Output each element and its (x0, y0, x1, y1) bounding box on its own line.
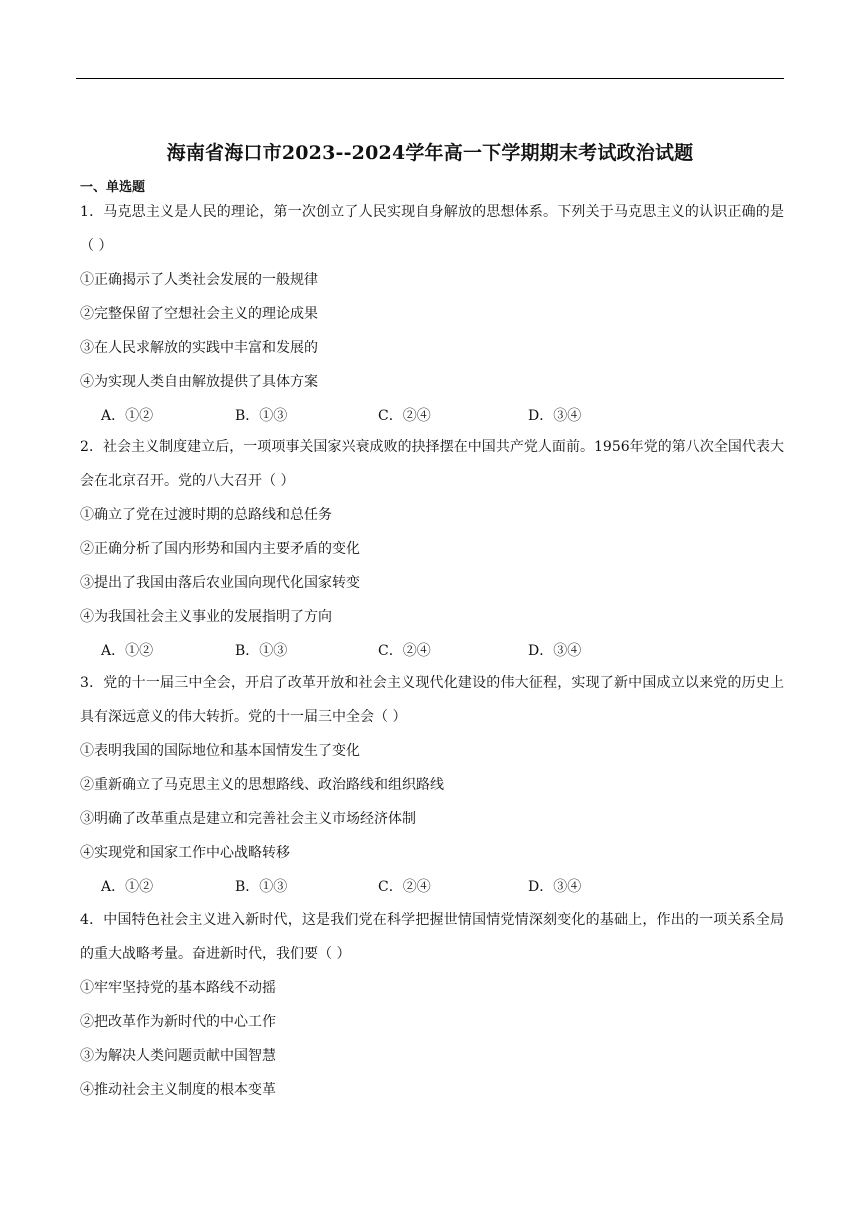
choice-d: D．③④ (528, 879, 582, 895)
question-4 (80, 903, 784, 1107)
choice-b: B．①③ (235, 643, 288, 659)
choice-a: A．①② (101, 879, 154, 895)
option-statement: ③提出了我国由落后农业国向现代化国家转变 (80, 575, 360, 591)
answer-choices (80, 870, 784, 904)
choice-c: C．②④ (378, 408, 431, 424)
choice-d: D．③④ (528, 408, 582, 424)
question-stem: 1．马克思主义是人民的理论，第一次创立了人民实现自身解放的思想体系。下列关于马克思主义的认识正确的是（ ） (80, 204, 784, 254)
choice-c: C．②④ (378, 643, 431, 659)
question-2 (80, 430, 784, 668)
option-statement: ①表明我国的国际地位和基本国情发生了变化 (80, 743, 360, 759)
choice-a: A．①② (101, 643, 154, 659)
option-statement: ④为实现人类自由解放提供了具体方案 (80, 374, 318, 390)
answer-choices (80, 399, 784, 433)
option-statement: ②把改革作为新时代的中心工作 (80, 1014, 276, 1030)
option-statement: ①牢牢坚持党的基本路线不动摇 (80, 980, 276, 996)
option-statement: ③明确了改革重点是建立和完善社会主义市场经济体制 (80, 811, 416, 827)
question-stem: 3．党的十一届三中全会，开启了改革开放和社会主义现代化建设的伟大征程，实现了新中国成立以来党的历史上具有深远意义的伟大转折。党的十一届三中全会（ ） (80, 675, 784, 725)
option-statement: ④推动社会主义制度的根本变革 (80, 1082, 276, 1098)
option-statement: ②正确分析了国内形势和国内主要矛盾的变化 (80, 541, 360, 557)
choice-d: D．③④ (528, 643, 582, 659)
question-stem: 2．社会主义制度建立后，一项项事关国家兴衰成败的抉择摆在中国共产党人面前。1956年党的第八次全国代表大会在北京召开。党的八大召开（ ） (80, 439, 784, 489)
option-statement: ①正确揭示了人类社会发展的一般规律 (80, 272, 318, 288)
page-title: 海南省海口市2023--2024学年高一下学期期末考试政治试题 (166, 142, 694, 164)
header-rule (76, 78, 784, 79)
choice-a: A．①② (101, 408, 154, 424)
question-1 (80, 195, 784, 433)
option-statement: ②重新确立了马克思主义的思想路线、政治路线和组织路线 (80, 777, 444, 793)
answer-choices (80, 634, 784, 668)
option-statement: ③为解决人类问题贡献中国智慧 (80, 1048, 276, 1064)
question-stem: 4．中国特色社会主义进入新时代，这是我们党在科学把握世情国情党情深刻变化的基础上，作出的一项关系全局的重大战略考量。奋进新时代，我们要（ ） (80, 912, 784, 962)
choice-c: C．②④ (378, 879, 431, 895)
choice-b: B．①③ (235, 408, 288, 424)
option-statement: ①确立了党在过渡时期的总路线和总任务 (80, 507, 332, 523)
section-heading: 一、单选题 (80, 180, 146, 195)
option-statement: ③在人民求解放的实践中丰富和发展的 (80, 340, 318, 356)
question-3 (80, 666, 784, 904)
option-statement: ④实现党和国家工作中心战略转移 (80, 845, 290, 861)
choice-b: B．①③ (235, 879, 288, 895)
option-statement: ④为我国社会主义事业的发展指明了方向 (80, 609, 332, 625)
option-statement: ②完整保留了空想社会主义的理论成果 (80, 306, 318, 322)
